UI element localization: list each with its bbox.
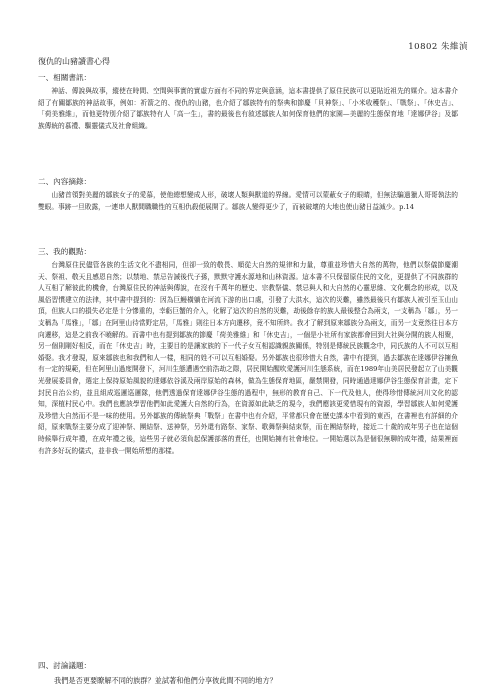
section-heading-book-info: 一、相關書訊： bbox=[38, 73, 92, 82]
section-body-excerpt: 山豬首領對美麗的鄒族女子的愛慕，使他總想變成人形，破壞人類與獸道的界線。愛情可以蒙蔽女子的眼睛，但無法騙過獵人哥哥執法的雙眼。事跡一旦敗露，一連串人獸間職職性的互相仇殺便展開了。鄒族人變得更少了，而被破壞的大地也使山豬日益減少。p.14 bbox=[38, 191, 458, 211]
section-body-book-info: 神話、傳說與故事，縱使在時間、空間與事實的實虛方面有不同的界定與意涵，這本書提供了原住民族可以更貼近祖先的媒介。這本書介紹了有關鄒族的神話故事，例如：祈箭之的、復仇的山豬，也介紹了鄒族特有的祭典和節慶「貝神祭」、「小米收穫祭」、「戰祭」、「休史吉」、「荷美雅維」，而他更特別介紹了鄒族特有人「高一生」，書的最後也有敘述鄒族人如何保育他們的家園—美麗的生態保育地「達娜伊谷」及鄒族傳統的慕禮、驅靈儀式及社會組織。 bbox=[38, 87, 458, 130]
section-heading-excerpt: 二、內容摘錄： bbox=[38, 177, 92, 186]
section-heading-discussion: 四、討論議題： bbox=[38, 661, 92, 670]
section-body-opinion: 台灣原住民儘管各族的生活文化不盡相同，但卻一致的敬畏、順從大自然的規律和力量，尊重並珍惜大自然的萬物，他們以祭儀節慶潮天、祭祖、敬天且感恩自然；以禁地、禁忌告誡後代子孫，默默守護水源地和山林資源。這本書不只保留原住民的文化，更提供了不同族群的人互相了解彼此的機會，台灣原住民的神話與傳說，在沒有千萬年的歷史、宗教祭儀、禁忌與人和大自然的心靈思維、文化概念的形成，以及風俗習慣建立的法律，其中書中提到的：因為巨鰻橫躺在河流下游的出口處，引發了大洪水，這次的災難，雖然最後只有鄒族人被引至玉山山頂，但族人口的損失必定是十分慘重的，幸虧巨蟹的介入，化解了這次的自然的災難，劫後餘存的族人最後整合為兩支，一支稱為「鄒」，另一支稱為「馬雅」，「鄒」在阿里山待當野定居，「馬雅」則往日本方向遷移，竟不知所終。我才了解到原來鄒族分為兩支，而另一支竟然往日本方向遷移，這是之前我不曉解的。而書中也有提到鄒族的節慶「荷美雅維」和「休史吉」，一個是小社所有家族都會回到大社與分開的族人相聚，另一個則剛好相反，而在「休史吉」時，主要目的是讓家族的下一代子女互相認識親族關係，特別是傳統民族觀念中，同氏族的人不可以互相婚娶。我才發現，原來鄒族也和我們和人一樣，相同的姓不可以互相婚娶。另外鄒族也很珍惜大自然，書中有提到，過去鄒族在達娜伊谷擁魚有一定的規範，但在阿里山過度開發下，河川生態遭遇空前浩劫之際，居民開始醒吹愛護河川生態系統，而在1989年山美居民發起立了山美觀光發展委員會，選定上保持原始風貌的達娜依谷溪及兩岸原始的森林，做為生態保育地區，嚴禁開發，同時通過達娜伊谷生態保育計畫，定下封民自治公約，並且組成巡邏巡邏隊，他們透過保育達娜伊谷生態的過程中，無形的教育自己、下一代及他人，使得珍惜傳統河川文化的認知，深植村民心中。我們也應該學習他們如此愛護大自然的行為，在資源如此缺乏的現今，我們應該更愛惜現有的資源，學習鄒族人如何愛護及珍惜大自然而不是一味的使用。另外鄒族的傳統祭典「戰祭」在書中也有介紹，平常都只會在歷史課本中看到的東西，在書裡也有詳細的介紹，原來戰祭主要分成了迎神祭、團結祭、送神祭，另外還有路祭、家祭、歌舞祭與結束祭，而在團結祭時，接近二十歲的成年男子也在這個時候舉行成年禮，在成年禮之後，這些男子就必須負起保護部落的責任，也開始擁有社會地位。一開始選以為是個很無聊的成年禮，結果裡面有許多好玩的儀式，並非我一開始所想的那樣。 bbox=[38, 261, 458, 455]
discussion-question: 我們是否更要瞭解不同的族群？並試著和他們分享彼此間不同的地方？ bbox=[54, 676, 277, 685]
document-id: 10802 朱維湞 bbox=[408, 42, 468, 52]
document-title: 復仇的山豬讀書心得 bbox=[38, 57, 110, 66]
section-heading-opinion: 三、我的觀點： bbox=[38, 247, 92, 256]
